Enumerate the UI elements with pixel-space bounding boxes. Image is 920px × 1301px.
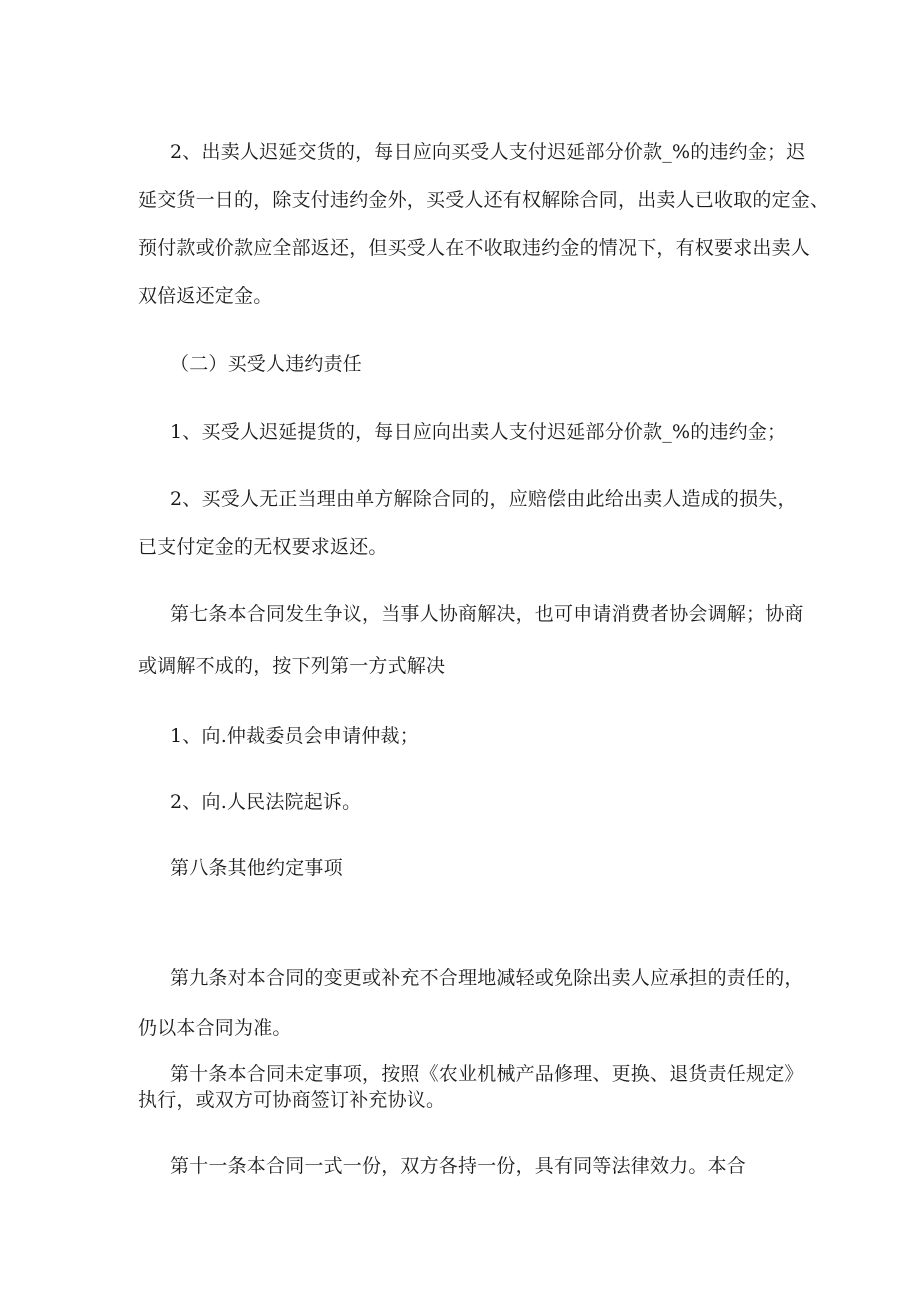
- paragraph-line: 第十一条本合同一式一份，双方各持一份，具有同等法律效力。本合: [170, 1155, 747, 1177]
- paragraph-line: 或调解不成的，按下列第一方式解决: [138, 655, 446, 677]
- paragraph-line: 第七条本合同发生争议，当事人协商解决，也可申请消费者协会调解；协商: [170, 603, 804, 625]
- paragraph-line: 仍以本合同为准。: [138, 1017, 292, 1039]
- list-item: 1、向.仲裁委员会申请仲裁；: [170, 725, 419, 747]
- paragraph-line: 延交货一日的，除支付违约金外，买受人还有权解除合同，出卖人已收取的定金、: [138, 189, 830, 211]
- paragraph-line: 预付款或价款应全部返还，但买受人在不收取违约金的情况下，有权要求出卖人: [138, 237, 811, 259]
- paragraph-line: 执行，或双方可协商签订补充协议。: [138, 1089, 446, 1111]
- paragraph-line: 2、出卖人迟延交货的，每日应向买受人支付迟延部分价款_%的违约金；迟: [170, 141, 806, 163]
- paragraph-line: 2、买受人无正当理由单方解除合同的，应赔偿由此给出卖人造成的损失，: [170, 488, 797, 510]
- article-heading: 第八条其他约定事项: [170, 857, 343, 879]
- paragraph-line: 第十条本合同未定事项，按照《农业机械产品修理、更换、退货责任规定》: [170, 1063, 804, 1085]
- section-heading: （二）买受人违约责任: [170, 353, 363, 375]
- paragraph-line: 第九条对本合同的变更或补充不合理地减轻或免除出卖人应承担的责任的，: [170, 967, 804, 989]
- paragraph-line: 1、买受人迟延提货的，每日应向出卖人支付迟延部分价款_%的违约金；: [170, 421, 787, 443]
- paragraph-line: 双倍返还定金。: [138, 285, 273, 307]
- list-item: 2、向.人民法院起诉。: [170, 791, 362, 813]
- paragraph-line: 已支付定金的无权要求返还。: [138, 536, 388, 558]
